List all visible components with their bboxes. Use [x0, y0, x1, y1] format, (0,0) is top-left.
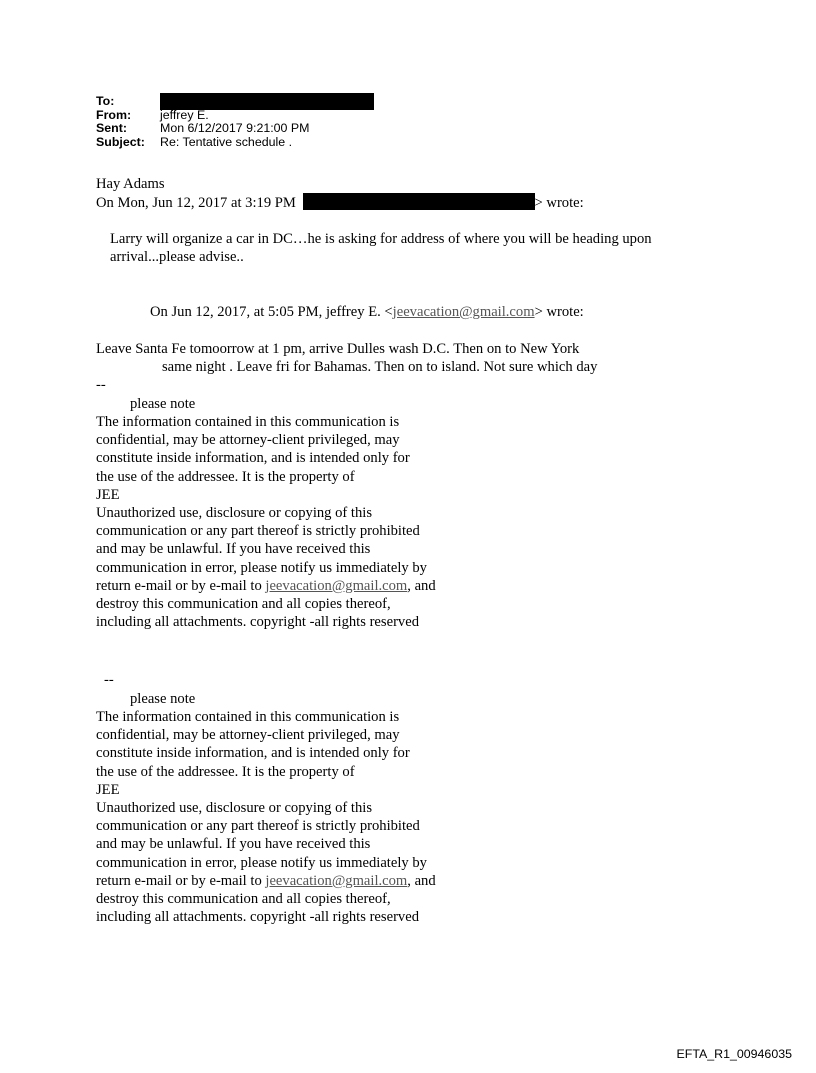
email-link[interactable]: jeevacation@gmail.com — [265, 872, 408, 889]
disclaimer-line: communication or any part thereof is strictly prohibited — [96, 818, 420, 835]
sent-value: Mon 6/12/2017 9:21:00 PM — [160, 121, 310, 136]
subject-label: Subject: — [96, 134, 145, 149]
disclaimer-line — [96, 872, 436, 890]
from-label: From: — [96, 107, 132, 122]
return-suffix: , and — [407, 577, 436, 594]
reply-text: Hay Adams — [96, 176, 165, 192]
email-link[interactable]: jeevacation@gmail.com — [265, 577, 408, 594]
disclaimer-line: JEE — [96, 781, 120, 798]
please-note: please note — [130, 396, 196, 412]
sent-label: Sent: — [96, 121, 127, 136]
disclaimer-line: destroy this communication and all copies thereof, — [96, 891, 391, 908]
disclaimer-line: and may be unlawful. If you have received this — [96, 836, 371, 853]
please-note: please note — [130, 691, 196, 707]
from-value: jeffrey E. — [160, 107, 209, 122]
disclaimer-line: the use of the addressee. It is the property of — [96, 468, 355, 485]
disclaimer-line: the use of the addressee. It is the property of — [96, 763, 355, 780]
disclaimer-line: Unauthorized use, disclosure or copying of this — [96, 800, 373, 817]
return-prefix: return e-mail or by e-mail to — [96, 872, 266, 889]
inner-quote-intro — [150, 303, 584, 321]
inner-intro-prefix: On Jun 12, 2017, at 5:05 PM, jeffrey E. < — [150, 304, 393, 320]
sent-row — [96, 122, 374, 136]
disclaimer-line: Unauthorized use, disclosure or copying of this — [96, 505, 373, 522]
disclaimer-line — [96, 577, 436, 595]
larry-line-1: Larry will organize a car in DC…he is asking for address of where you will be heading upon — [110, 231, 652, 247]
disclaimer-block — [96, 413, 436, 631]
schedule-line-2: same night . Leave fri for Bahamas. Then on to island. Not sure which day — [162, 359, 598, 375]
schedule-line-1: Leave Santa Fe tomoorrow at 1 pm, arrive Dulles wash D.C. Then on to New York — [96, 341, 580, 357]
subject-row — [96, 136, 374, 150]
quote-intro-suffix: > wrote: — [534, 195, 584, 211]
disclaimer-line: destroy this communication and all copies thereof, — [96, 596, 391, 613]
disclaimer-line: communication in error, please notify us immediately by — [96, 854, 427, 871]
quote-intro-prefix: On Mon, Jun 12, 2017 at 3:19 PM — [96, 195, 296, 211]
subject-value: Re: Tentative schedule . — [160, 134, 293, 149]
inner-intro-suffix: > wrote: — [534, 304, 584, 320]
quote-intro — [96, 193, 584, 212]
disclaimer-line: including all attachments. copyright -all rights reserved — [96, 909, 419, 926]
disclaimer-line: confidential, may be attorney-client privileged, may — [96, 727, 400, 744]
document-id: EFTA_R1_00946035 — [676, 1047, 792, 1061]
disclaimer-line: JEE — [96, 486, 120, 503]
disclaimer-line: communication in error, please notify us immediately by — [96, 559, 427, 576]
larry-line-2: arrival...please advise.. — [110, 249, 244, 265]
to-label: To: — [96, 94, 115, 108]
email-link[interactable]: jeevacation@gmail.com — [392, 304, 535, 320]
to-row — [96, 95, 374, 109]
disclaimer-line: and may be unlawful. If you have received this — [96, 541, 371, 558]
disclaimer-line: constitute inside information, and is intended only for — [96, 450, 410, 467]
signature-separator: -- — [104, 672, 114, 688]
disclaimer-line: The information contained in this communication is — [96, 709, 400, 725]
return-suffix: , and — [407, 872, 436, 889]
email-header — [96, 95, 374, 149]
from-row — [96, 109, 374, 123]
disclaimer-line: communication or any part thereof is strictly prohibited — [96, 523, 420, 540]
return-prefix: return e-mail or by e-mail to — [96, 577, 266, 594]
disclaimer-line: The information contained in this communication is — [96, 414, 400, 430]
disclaimer-line: including all attachments. copyright -all rights reserved — [96, 614, 419, 631]
signature-separator: -- — [96, 377, 106, 393]
redaction-bar — [303, 193, 535, 210]
disclaimer-line: confidential, may be attorney-client privileged, may — [96, 432, 400, 449]
disclaimer-block — [96, 708, 436, 926]
disclaimer-line: constitute inside information, and is intended only for — [96, 745, 410, 762]
